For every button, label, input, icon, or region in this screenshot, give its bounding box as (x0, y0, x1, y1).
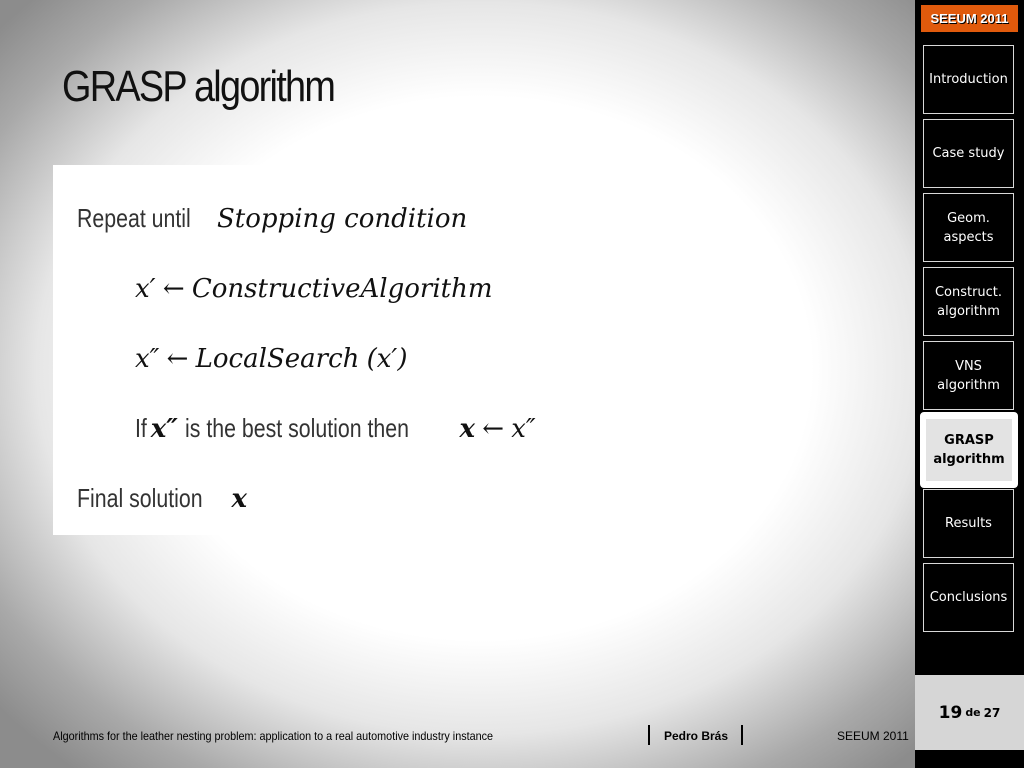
pseudocode-line-construct (135, 273, 492, 304)
if-var: x″ (150, 414, 178, 444)
repeat-text: Repeat until (77, 203, 191, 233)
footer-title: Algorithms for the leather nesting problem: application to a real automotive industry instance (53, 729, 494, 743)
nav-item-results[interactable]: Results (923, 489, 1014, 558)
nav-item-grasp-algorithm[interactable] (920, 412, 1018, 488)
if-text: If (135, 413, 147, 443)
construct-lhs: x′ (135, 274, 156, 304)
local-arg: (x′) (366, 344, 408, 374)
if-middle-text: is the best solution then (185, 413, 410, 443)
nav-item-construct-algorithm[interactable]: Construct. algorithm (923, 267, 1014, 336)
nav-item-conclusions[interactable]: Conclusions (923, 563, 1014, 632)
local-rhs: LocalSearch (195, 344, 360, 374)
slide-title: GRASP algorithm (62, 62, 335, 111)
pseudocode-line-final (77, 483, 247, 514)
construct-rhs: ConstructiveAlgorithm (191, 274, 493, 304)
footer-divider-right (741, 725, 743, 745)
page-total: 27 (983, 705, 1001, 720)
if-assign-var: x (459, 414, 475, 444)
footer-conference: SEEUM 2011 (837, 729, 909, 743)
pseudocode-line-local-search (135, 343, 407, 374)
nav-item-introduction[interactable]: Introduction (923, 45, 1014, 114)
pseudocode-line-repeat (77, 203, 467, 234)
page-current: 19 (938, 702, 963, 723)
if-arrow: ← (482, 414, 505, 444)
nav-item-grasp-label: GRASP algorithm (926, 419, 1012, 481)
footer-author: Pedro Brás (664, 729, 729, 743)
final-var: x (231, 484, 247, 514)
construct-arrow: ← (162, 274, 185, 304)
final-text: Final solution (77, 483, 203, 513)
if-value: x″ (511, 414, 536, 444)
local-arrow: ← (166, 344, 189, 374)
stopping-condition-math: Stopping condition (217, 204, 468, 234)
pseudocode-line-if (135, 413, 536, 444)
conference-badge: SEEUM 2011 (921, 5, 1018, 32)
nav-item-case-study[interactable]: Case study (923, 119, 1014, 188)
page-separator: de (965, 706, 981, 719)
footer-divider-left (648, 725, 650, 745)
nav-item-geom-aspects[interactable]: Geom. aspects (923, 193, 1014, 262)
page-counter (915, 675, 1024, 750)
local-lhs: x″ (135, 344, 160, 374)
nav-item-vns-algorithm[interactable]: VNS algorithm (923, 341, 1014, 410)
